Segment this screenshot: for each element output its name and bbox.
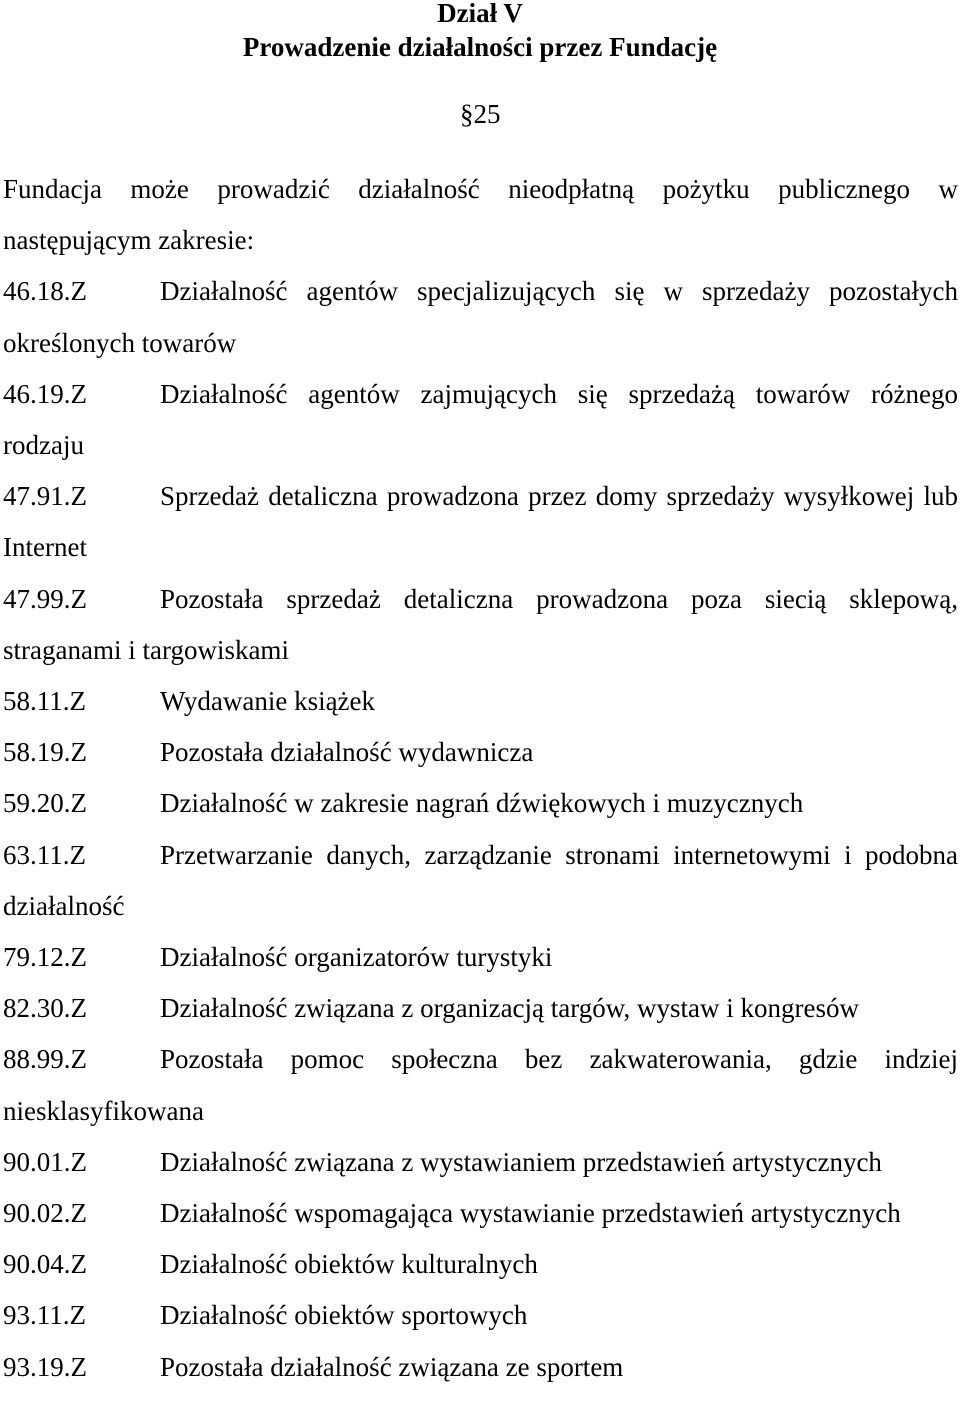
pkd-code: 47.91.Z	[3, 481, 87, 512]
pkd-code: 90.04.Z	[3, 1249, 87, 1280]
pkd-code: 46.18.Z	[3, 276, 87, 307]
pkd-description: Działalność związana z wystawianiem przedstawień artystycznych	[160, 1146, 882, 1177]
list-item	[3, 830, 958, 932]
list-item	[3, 266, 958, 368]
list-item	[3, 574, 958, 676]
list-item	[3, 727, 958, 778]
pkd-description: Działalność organizatorów turystyki	[160, 942, 553, 973]
pkd-description: Przetwarzanie danych, zarządzanie stronami internetowymi i podobna działalność	[3, 839, 958, 921]
pkd-code: 90.02.Z	[3, 1198, 87, 1229]
pkd-code: 59.20.Z	[3, 788, 87, 819]
list-item	[3, 1239, 958, 1290]
pkd-code: 88.99.Z	[3, 1044, 87, 1075]
pkd-description: Działalność związana z organizacją targów, wystaw i kongresów	[160, 993, 859, 1024]
list-item	[3, 369, 958, 471]
document-body	[3, 164, 958, 1393]
list-item	[3, 1188, 958, 1239]
list-item	[3, 676, 958, 727]
list-item	[3, 932, 958, 983]
pkd-description: Pozostała działalność wydawnicza	[160, 737, 534, 768]
pkd-code: 90.01.Z	[3, 1146, 87, 1177]
pkd-description: Wydawanie książek	[160, 686, 376, 717]
pkd-code: 63.11.Z	[3, 839, 86, 870]
pkd-code: 58.19.Z	[3, 737, 87, 768]
pkd-description: Sprzedaż detaliczna prowadzona przez domy sprzedaży wysyłkowej lub Internet	[3, 481, 958, 563]
list-item	[3, 471, 958, 573]
list-item	[3, 1137, 958, 1188]
section-title: Dział V	[437, 0, 523, 28]
pkd-code: 82.30.Z	[3, 993, 87, 1024]
pkd-description: Działalność obiektów kulturalnych	[160, 1249, 538, 1280]
pkd-code: 47.99.Z	[3, 583, 87, 614]
pkd-description: Działalność agentów specjalizujących się w sprzedaży pozostałych określonych towarów	[3, 276, 958, 358]
pkd-description: Działalność w zakresie nagrań dźwiękowych i muzycznych	[160, 788, 804, 819]
pkd-description: Działalność obiektów sportowych	[160, 1300, 528, 1331]
list-item	[3, 1290, 958, 1341]
list-item	[3, 1342, 958, 1393]
pkd-code: 79.12.Z	[3, 942, 87, 973]
paragraph-marker: §25	[460, 99, 501, 129]
pkd-code: 93.19.Z	[3, 1351, 87, 1382]
pkd-description: Pozostała działalność związana ze sportem	[160, 1351, 624, 1382]
pkd-description: Pozostała sprzedaż detaliczna prowadzona poza siecią sklepową, straganami i targowiskami	[3, 583, 958, 665]
list-item	[3, 778, 958, 829]
pkd-code: 58.11.Z	[3, 686, 86, 717]
list-item	[3, 983, 958, 1034]
pkd-description: Działalność wspomagająca wystawianie przedstawień artystycznych	[160, 1198, 901, 1229]
pkd-description: Działalność agentów zajmujących się sprzedażą towarów różnego rodzaju	[3, 378, 958, 461]
pkd-code: 93.11.Z	[3, 1300, 86, 1331]
intro-paragraph: Fundacja może prowadzić działalność nieodpłatną pożytku publicznego w następującym zakresie:	[3, 174, 958, 256]
list-item	[3, 1034, 958, 1136]
pkd-code: 46.19.Z	[3, 378, 87, 409]
section-subtitle: Prowadzenie działalności przez Fundację	[242, 32, 718, 62]
pkd-description: Pozostała pomoc społeczna bez zakwaterowania, gdzie indziej niesklasyfikowana	[3, 1044, 958, 1126]
